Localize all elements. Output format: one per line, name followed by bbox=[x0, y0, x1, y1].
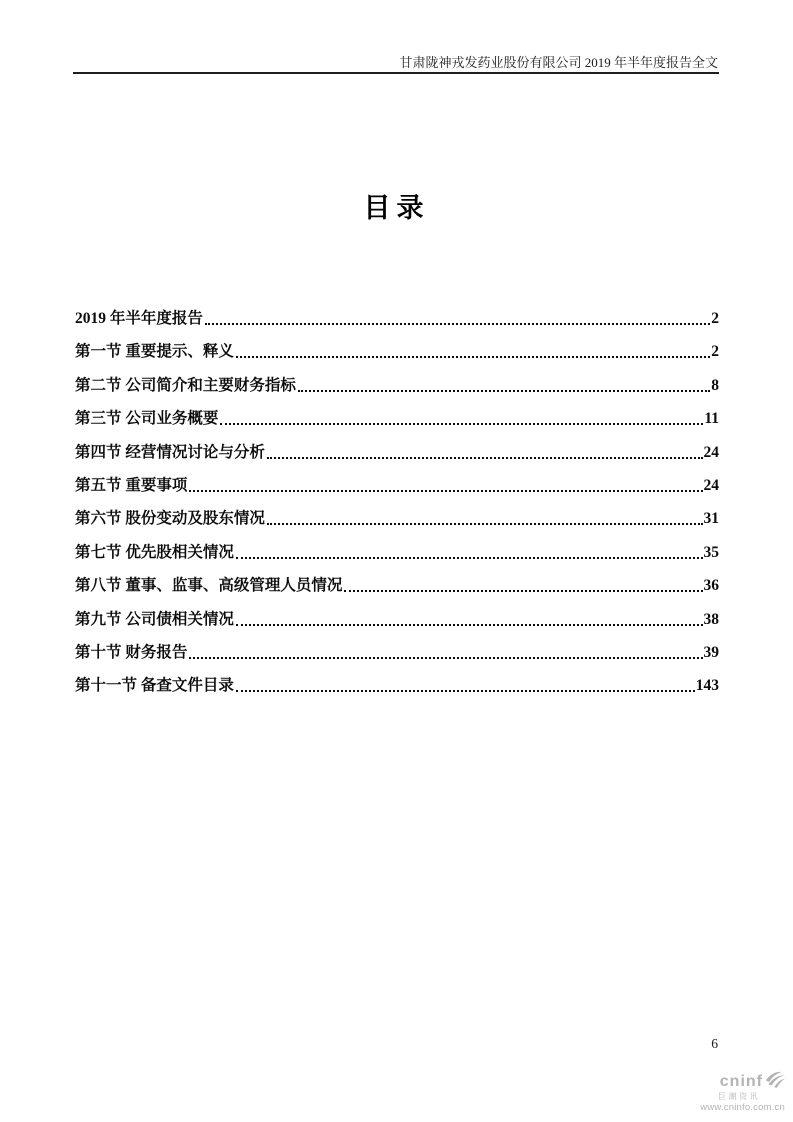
toc-entry-label: 第十一节 备查文件目录 bbox=[75, 677, 234, 695]
toc-entry[interactable] bbox=[75, 408, 719, 429]
toc-leader-dots bbox=[236, 557, 703, 559]
toc-leader-dots bbox=[236, 690, 695, 692]
toc-leader-dots bbox=[236, 356, 710, 358]
toc-entry-label: 第七节 优先股相关情况 bbox=[75, 543, 234, 561]
toc-leader-dots bbox=[205, 323, 710, 325]
cninfo-subtitle: 巨潮资讯 bbox=[718, 1092, 760, 1101]
toc-entry[interactable] bbox=[75, 542, 719, 563]
toc-entry-label: 第二节 公司简介和主要财务指标 bbox=[75, 376, 296, 394]
toc-entry-page: 11 bbox=[704, 410, 719, 428]
toc-entry-page: 8 bbox=[711, 376, 719, 394]
toc-entry-label: 第一节 重要提示、释义 bbox=[75, 343, 234, 361]
toc-leader-dots bbox=[189, 490, 702, 492]
toc-leader-dots bbox=[344, 590, 702, 592]
toc-leader-dots bbox=[220, 423, 703, 425]
toc-entry-page: 2 bbox=[711, 343, 719, 361]
toc-entry[interactable] bbox=[75, 475, 719, 496]
table-of-contents bbox=[75, 308, 719, 709]
toc-entry-label: 第八节 董事、监事、高级管理人员情况 bbox=[75, 577, 343, 595]
toc-entry-page: 143 bbox=[695, 677, 719, 695]
toc-entry[interactable] bbox=[75, 375, 719, 396]
toc-entry[interactable] bbox=[75, 642, 719, 663]
toc-entry-label: 第五节 重要事项 bbox=[75, 476, 188, 494]
toc-entry-label: 2019 年半年度报告 bbox=[75, 310, 203, 327]
toc-entry-page: 38 bbox=[703, 610, 719, 628]
cninfo-url: www.cninfo.com.cn bbox=[700, 1102, 785, 1113]
toc-entry-page: 36 bbox=[703, 577, 719, 595]
toc-entry-page: 24 bbox=[703, 476, 719, 494]
cninfo-swirl-icon bbox=[765, 1071, 785, 1093]
toc-entry-label: 第四节 经营情况讨论与分析 bbox=[75, 443, 265, 461]
header-rule bbox=[73, 72, 719, 74]
toc-entry-label: 第三节 公司业务概要 bbox=[75, 410, 219, 428]
toc-entry-page: 31 bbox=[703, 510, 719, 528]
toc-entry[interactable] bbox=[75, 575, 719, 596]
toc-entry-page: 35 bbox=[703, 543, 719, 561]
toc-entry-page: 24 bbox=[703, 443, 719, 461]
page-title: 目录 bbox=[363, 193, 430, 223]
toc-entry[interactable] bbox=[75, 508, 719, 529]
toc-leader-dots bbox=[267, 523, 703, 525]
toc-leader-dots bbox=[236, 624, 703, 626]
cninfo-logo bbox=[700, 1071, 785, 1114]
page-number: 6 bbox=[711, 1036, 718, 1051]
toc-entry-page: 39 bbox=[703, 643, 719, 661]
toc-leader-dots bbox=[267, 457, 703, 459]
report-header-title: 甘肃陇神戎发药业股份有限公司 2019 年半年度报告全文 bbox=[399, 55, 718, 70]
toc-entry[interactable] bbox=[75, 675, 719, 696]
toc-entry-page: 2 bbox=[711, 310, 719, 327]
cninfo-brand-text: cninf bbox=[719, 1073, 763, 1090]
toc-entry[interactable] bbox=[75, 609, 719, 630]
toc-entry[interactable] bbox=[75, 308, 719, 329]
toc-entry[interactable] bbox=[75, 442, 719, 463]
toc-entry[interactable] bbox=[75, 341, 719, 362]
toc-entry-label: 第九节 公司债相关情况 bbox=[75, 610, 234, 628]
toc-leader-dots bbox=[189, 657, 702, 659]
toc-entry-label: 第十节 财务报告 bbox=[75, 643, 188, 661]
toc-entry-label: 第六节 股份变动及股东情况 bbox=[75, 510, 265, 528]
toc-leader-dots bbox=[298, 390, 710, 392]
